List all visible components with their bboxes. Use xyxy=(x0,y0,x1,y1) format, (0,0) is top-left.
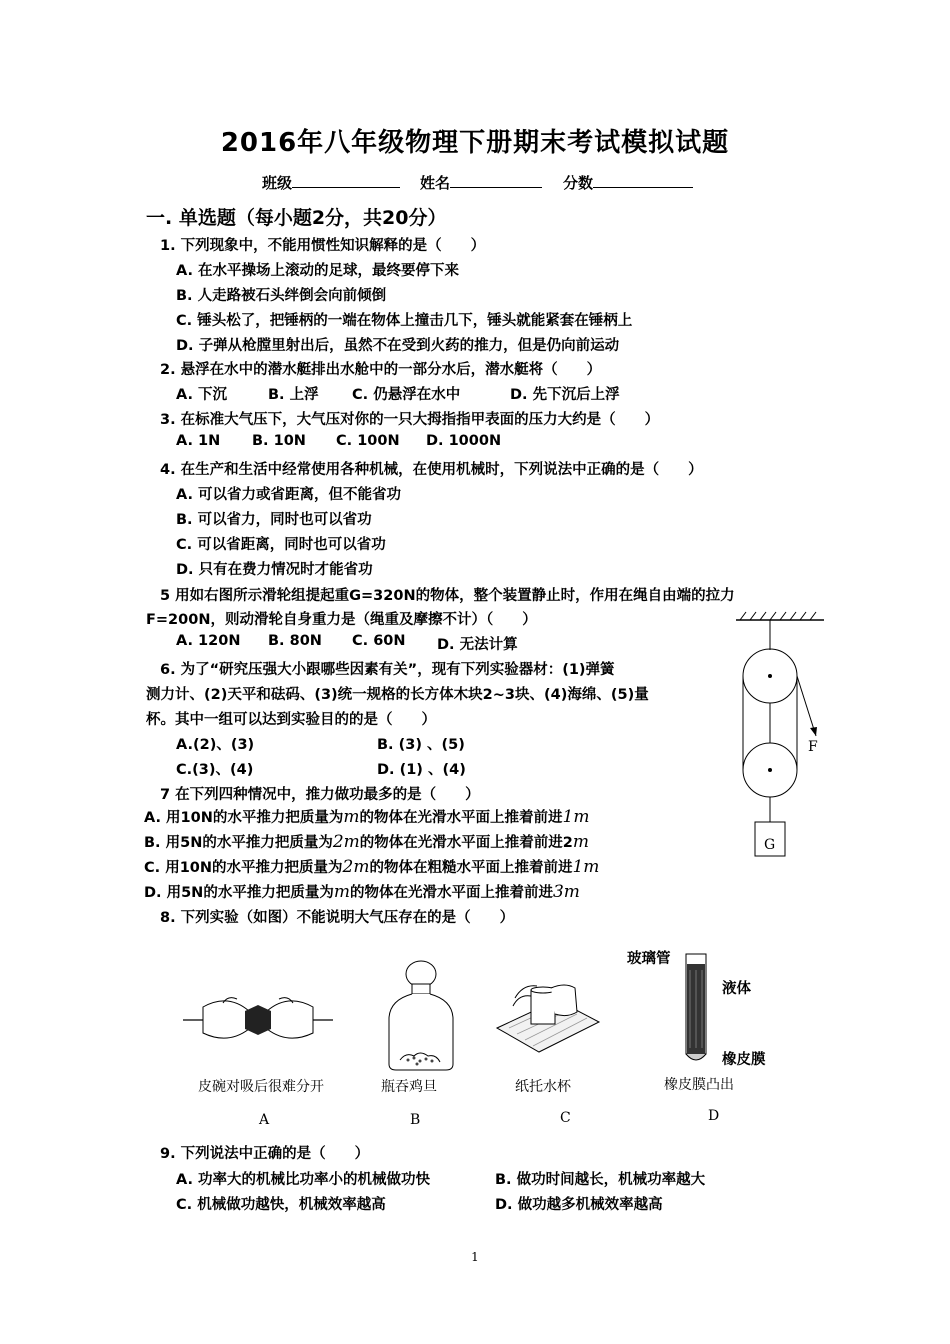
q3-option-d: D. 1000N xyxy=(426,433,502,449)
class-field xyxy=(262,172,400,193)
q4-stem: 4. 在生产和生活中经常使用各种机械，在使用机械时，下列说法中正确的是（ ） xyxy=(160,462,703,478)
score-blank xyxy=(593,173,693,188)
class-label: 班级 xyxy=(262,174,293,192)
figure-b-bottle-egg xyxy=(386,960,456,1072)
figure-b-letter: B xyxy=(410,1112,421,1128)
q6-option-a: A.(2)、(3) xyxy=(176,737,255,753)
free-rope xyxy=(797,676,816,736)
q8-stem: 8. 下列实验（如图）不能说明大气压存在的是（ ） xyxy=(160,910,515,926)
q9-stem: 9. 下列说法中正确的是（ ） xyxy=(160,1146,370,1162)
q9-option-a: A. 功率大的机械比功率小的机械做功快 xyxy=(176,1172,431,1188)
force-label: F xyxy=(808,739,818,755)
q1-stem: 1. 下列现象中，不能用惯性知识解释的是（ ） xyxy=(160,238,486,254)
q3-option-a: A. 1N xyxy=(176,433,221,449)
q2-option-d: D. 先下沉后上浮 xyxy=(510,387,620,403)
force-arrow xyxy=(810,727,817,736)
q1-option-c: C. 锤头松了，把锤柄的一端在物体上撞击几下，锤头就能紧套在锤柄上 xyxy=(176,313,633,329)
name-field xyxy=(420,172,542,193)
section-heading: 一. 单选题（每小题2分，共20分） xyxy=(146,207,447,229)
q7-option-c: C. 用10N的水平推力把质量为2m的物体在粗糙水平面上推着前进1m xyxy=(144,857,600,877)
page-number: 1 xyxy=(471,1250,479,1264)
q2-option-a: A. 下沉 xyxy=(176,387,228,403)
q6-option-c: C.(3)、(4) xyxy=(176,762,254,778)
q5-option-c: C. 60N xyxy=(352,633,406,649)
q5-option-d: D. 无法计算 xyxy=(437,637,518,653)
figure-d-caption: 橡皮膜凸出 xyxy=(664,1077,734,1093)
score-label: 分数 xyxy=(563,174,594,192)
weight-label: G xyxy=(764,837,776,853)
q3-stem: 3. 在标准大气压下，大气压对你的一只大拇指指甲表面的压力大约是（ ） xyxy=(160,412,660,428)
q6-line1: 6. 为了“研究压强大小跟哪些因素有关”，现有下列实验器材：(1)弹簧 xyxy=(160,662,615,678)
q7-option-a: A. 用10N的水平推力把质量为m的物体在光滑水平面上推着前进1m xyxy=(144,807,590,827)
glass-tube-label: 玻璃管 xyxy=(627,951,671,967)
q3-option-c: C. 100N xyxy=(336,433,400,449)
ceiling-hatch xyxy=(740,612,816,620)
figure-b-caption: 瓶吞鸡旦 xyxy=(381,1079,437,1095)
q9-option-d: D. 做功越多机械效率越高 xyxy=(495,1197,663,1213)
q3-option-b: B. 10N xyxy=(252,433,306,449)
figure-d-letter: D xyxy=(708,1108,720,1124)
q6-option-b: B. (3) 、(5) xyxy=(377,737,465,753)
class-blank xyxy=(292,173,400,188)
q7-option-b: B. 用5N的水平推力把质量为2m的物体在光滑水平面上推着前进2m xyxy=(144,832,589,852)
q1-option-d: D. 子弹从枪膛里射出后，虽然不在受到火药的推力，但是仍向前运动 xyxy=(176,338,620,354)
q1-option-b: B. 人走路被石头绊倒会向前倾倒 xyxy=(176,288,387,304)
liquid-label: 液体 xyxy=(722,981,751,997)
q5-line2: F=200N，则动滑轮自身重力是（绳重及摩擦不计）（ ） xyxy=(146,612,537,628)
q5-line1: 5 用如右图所示滑轮组提起重G=320N的物体，整个装置静止时，作用在绳自由端的拉力 xyxy=(160,588,735,604)
q7-option-d: D. 用5N的水平推力把质量为m的物体在光滑水平面上推着前进3m xyxy=(144,882,580,902)
page-title: 2016年八年级物理下册期末考试模拟试题 xyxy=(220,128,730,158)
q6-line2: 测力计、(2)天平和砝码、(3)统一规格的长方体木块2~3块、(4)海绵、(5)量 xyxy=(146,687,649,703)
membrane-label: 橡皮膜 xyxy=(722,1052,766,1068)
q5-option-a: A. 120N xyxy=(176,633,241,649)
score-field xyxy=(563,172,693,193)
q7-stem: 7 在下列四种情况中，推力做功最多的是（ ） xyxy=(160,787,480,803)
q6-line3: 杯。其中一组可以达到实验目的的是（ ） xyxy=(146,712,436,728)
q2-stem: 2. 悬浮在水中的潜水艇排出水舱中的一部分水后，潜水艇将（ ） xyxy=(160,362,602,378)
movable-pulley-axle xyxy=(768,768,772,772)
name-blank xyxy=(450,173,542,188)
q2-option-b: B. 上浮 xyxy=(268,387,319,403)
q6-option-d: D. (1) 、(4) xyxy=(377,762,466,778)
figure-a-suction-cups xyxy=(183,985,333,1055)
q4-option-b: B. 可以省力，同时也可以省功 xyxy=(176,512,372,528)
figure-a-letter: A xyxy=(259,1112,270,1128)
figure-a-caption: 皮碗对吸后很难分开 xyxy=(198,1079,324,1095)
figure-c-caption: 纸托水杯 xyxy=(515,1079,571,1095)
figure-d-tube xyxy=(676,948,716,1068)
fixed-pulley-axle xyxy=(768,674,772,678)
q9-option-b: B. 做功时间越长，机械功率越大 xyxy=(495,1172,706,1188)
q4-option-c: C. 可以省距离，同时也可以省功 xyxy=(176,537,386,553)
q1-option-a: A. 在水平操场上滚动的足球，最终要停下来 xyxy=(176,263,460,279)
q4-option-a: A. 可以省力或省距离，但不能省功 xyxy=(176,487,402,503)
figure-c-letter: C xyxy=(560,1110,571,1126)
name-label: 姓名 xyxy=(420,174,451,192)
q2-option-c: C. 仍悬浮在水中 xyxy=(352,387,461,403)
q5-option-b: B. 80N xyxy=(268,633,322,649)
q4-option-d: D. 只有在费力情况时才能省功 xyxy=(176,562,373,578)
q9-option-c: C. 机械做功越快，机械效率越高 xyxy=(176,1197,386,1213)
figure-c-paper-cup xyxy=(495,978,605,1058)
